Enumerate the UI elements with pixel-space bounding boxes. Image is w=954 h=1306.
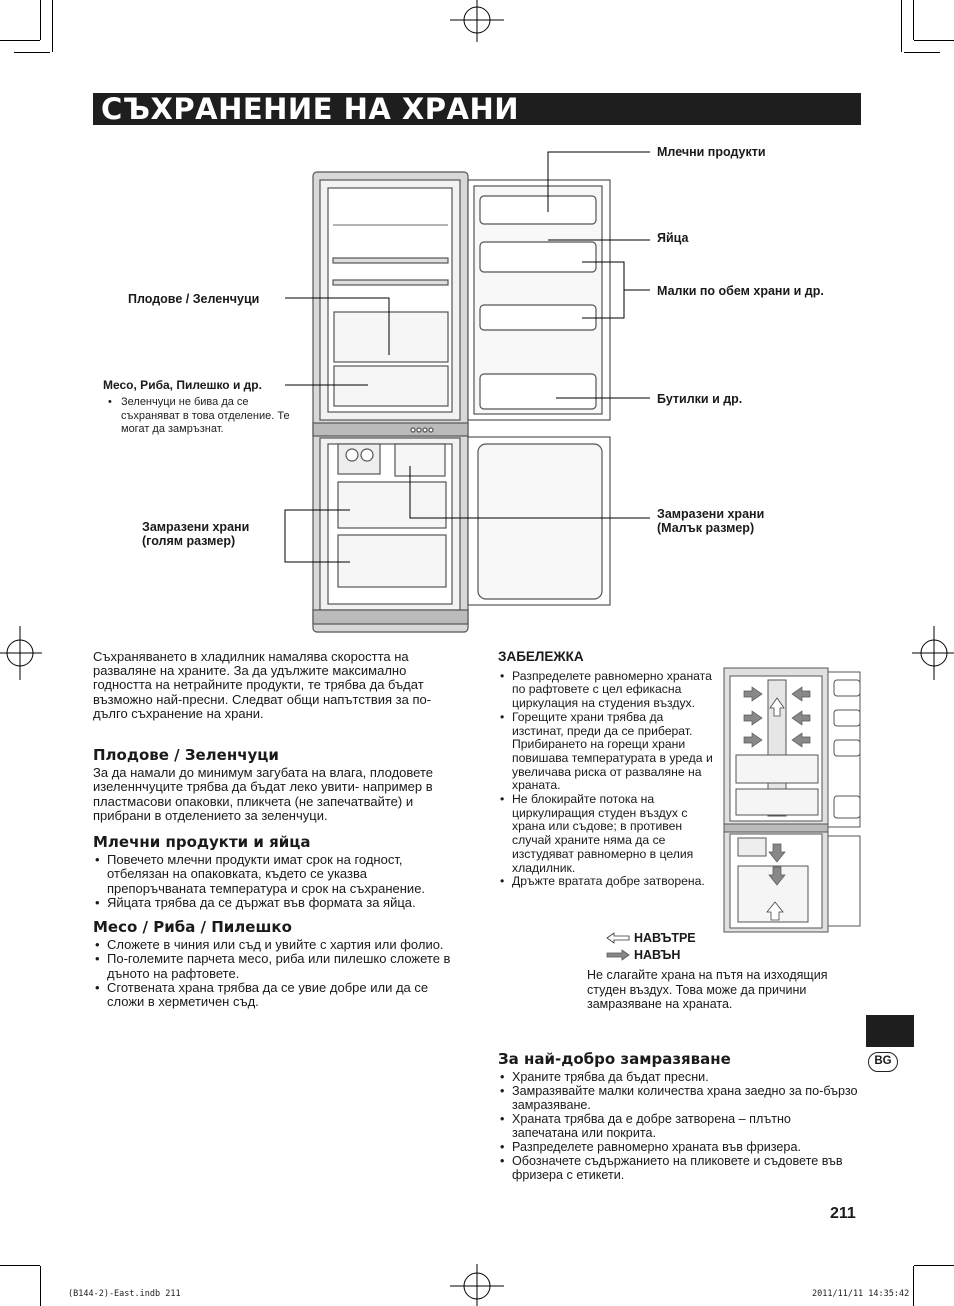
crop-mark bbox=[0, 1265, 40, 1266]
footer-file: (B144-2)-East.indb 211 bbox=[68, 1289, 181, 1299]
list-item: • Сготвената храна трябва да се увие добре или да се сложи в херметичен съд. bbox=[93, 981, 463, 1009]
intro-paragraph: Съхраняването в хладилник намалява скоростта на разваляне на храните. За да удължите максимално годността на нетрайните продукти, те трябва да бъдат възможно най-пресни. Следват общи напътствия за по-дълго съхранение на храни. bbox=[93, 649, 432, 721]
page-number: 211 bbox=[830, 1205, 856, 1222]
section-heading: Месо / Риба / Пилешко bbox=[93, 918, 292, 936]
label-dairy: Млечни продукти bbox=[657, 145, 766, 159]
list-item: • Разпределете равномерно храната по рафтовете с цел ефикасна циркулация на студения въздух. bbox=[498, 670, 716, 711]
airflow-caption: Не слагайте храна на пътя на изходящия студен въздух. Това може да причини замразяване на храната. bbox=[587, 968, 828, 1011]
language-badge: BG bbox=[868, 1052, 898, 1072]
label-bottles: Бутилки и др. bbox=[657, 392, 743, 406]
arrow-legend bbox=[605, 929, 696, 963]
meat-note-item: • Зеленчуци не бива да се съхраняват в това отделение. Те могат да замръзнат. bbox=[108, 396, 308, 437]
list-item: • Разпределете равномерно храната във фризера. bbox=[498, 1140, 858, 1154]
note-heading: ЗАБЕЛЕЖКА bbox=[498, 649, 584, 664]
crop-mark bbox=[913, 1266, 914, 1306]
section-heading: За най-добро замразяване bbox=[498, 1050, 731, 1068]
label-small-items: Малки по обем храни и др. bbox=[657, 284, 824, 298]
list-item: • Обозначете съдържанието на пликовете и съдовете във фризера с етикети. bbox=[498, 1154, 858, 1182]
crop-mark bbox=[914, 1265, 954, 1266]
label-eggs: Яйца bbox=[657, 231, 689, 245]
crop-mark bbox=[40, 1266, 41, 1306]
list-item: • Яйцата трябва да се държат във формата за яйца. bbox=[93, 896, 458, 910]
list-item: • По-големите парчета месо, риба или пилешко сложете в дъното на рафтовете. bbox=[93, 952, 463, 980]
legend-out-label: НАВЪН bbox=[634, 947, 681, 962]
list-item: • Дръжте вратата добре затворена. bbox=[498, 875, 716, 889]
page-title: СЪХРАНЕНИЕ НА ХРАНИ bbox=[101, 92, 520, 126]
list-item: • Храните трябва да бъдат пресни. bbox=[498, 1070, 858, 1084]
arrow-in-icon bbox=[605, 932, 631, 944]
label-fruit-veg: Плодове / Зеленчуци bbox=[128, 292, 260, 306]
side-tab bbox=[866, 1015, 914, 1047]
list-item: • Повечето млечни продукти имат срок на годност, отбелязан на опаковката, където се указва препоръчваната температура и срок на съхранение. bbox=[93, 853, 458, 896]
list-item: • Сложете в чиния или съд и увийте с хартия или фолио. bbox=[93, 938, 463, 952]
section-heading: Плодове / Зеленчуци bbox=[93, 746, 279, 764]
label-meat: Месо, Риба, Пилешко и др. bbox=[103, 378, 262, 392]
label-frozen-large: Замразени храни (голям размер) bbox=[142, 520, 250, 548]
list-item: • Замразявайте малки количества храна заедно за по-бързо замразяване. bbox=[498, 1084, 858, 1112]
legend-in-label: НАВЪТРЕ bbox=[634, 930, 696, 945]
arrow-out-icon bbox=[605, 949, 631, 961]
section-fruit: Плодове / Зеленчуци За да намали до минимум загубата на влага, плодовете изеленнчуците трябва да бъдат леко увити- например в пластмасови опаковки, пликчета (не запечатвайте) и прибрани в отделението за зеленчуци. bbox=[93, 748, 458, 823]
section-heading: Млечни продукти и яйца bbox=[93, 833, 311, 851]
list-item: • Храната трябва да е добре затворена – плътно запечатана или покрита. bbox=[498, 1112, 858, 1140]
footer-timestamp: 2011/11/11 14:35:42 bbox=[812, 1289, 910, 1299]
label-frozen-small: Замразени храни (Малък размер) bbox=[657, 507, 765, 535]
section-freezing bbox=[498, 1052, 858, 1182]
list-item: • Горещите храни трябва да изстинат, преди да се приберат. Прибирането на горещи храни повишава температурата в уреда и увеличава риска от разваляне на храната. bbox=[498, 711, 716, 793]
list-item: • Не блокирайте потока на циркулиращия студен въздух с храна или съдове; в противен случай храните няма да се изстудяват равномерно в целия хладилник. bbox=[498, 793, 716, 875]
